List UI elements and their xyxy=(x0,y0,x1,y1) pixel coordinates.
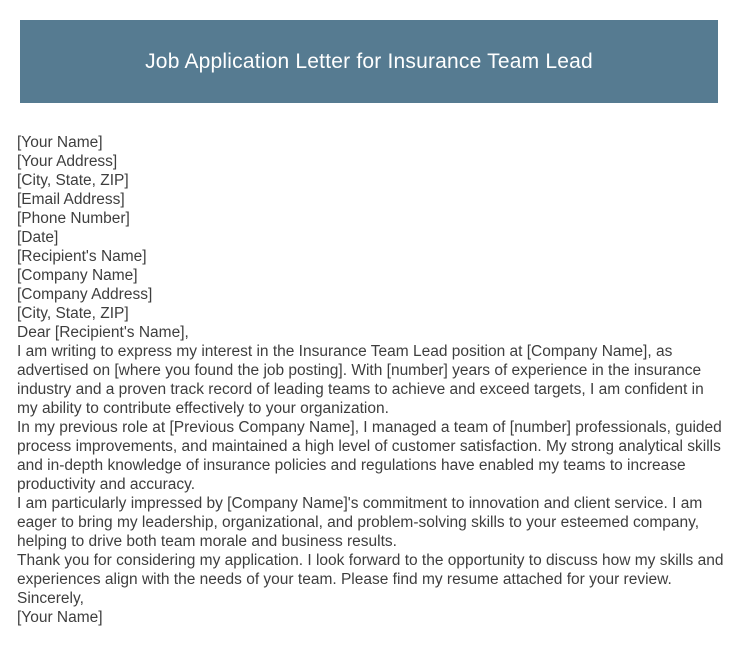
sender-name-line: [Your Name] xyxy=(17,134,103,151)
page-title: Job Application Letter for Insurance Team Lead xyxy=(145,49,593,73)
sender-address-line: [Your Address] xyxy=(17,153,118,170)
signature-line: [Your Name] xyxy=(17,609,103,626)
closing-line: Sincerely, xyxy=(17,590,84,607)
sender-email-line: [Email Address] xyxy=(17,191,125,208)
recipient-company-line: [Company Name] xyxy=(17,267,138,284)
paragraph-company-interest: I am particularly impressed by [Company Name]'s commitment to innovation and client service. I am eager to bring my leadership, organizational, and problem-solving skills to your esteemed company, helping to drive both team morale and business results. xyxy=(17,495,703,550)
recipient-company-address-line: [Company Address] xyxy=(17,286,153,303)
sender-phone-line: [Phone Number] xyxy=(17,210,130,227)
title-bar xyxy=(20,20,718,103)
salutation-line: Dear [Recipient's Name], xyxy=(17,324,189,341)
recipient-name-line: [Recipient's Name] xyxy=(17,248,147,265)
paragraph-thank-you: Thank you for considering my application. I look forward to the opportunity to discuss how my skills and experiences align with the needs of your team. Please find my resume attached for your review. xyxy=(17,552,724,588)
recipient-city-state-zip-line: [City, State, ZIP] xyxy=(17,305,129,322)
letter-body xyxy=(17,133,728,627)
paragraph-introduction: I am writing to express my interest in the Insurance Team Lead position at [Company Name], as advertised on [where you found the job posting]. With [number] years of experience in the insurance industry and a proven track record of leading teams to achieve and exceed targets, I am confident in my ability to contribute effectively to your organization. xyxy=(17,343,704,417)
sender-city-state-zip-line: [City, State, ZIP] xyxy=(17,172,129,189)
paragraph-experience: In my previous role at [Previous Company Name], I managed a team of [number] professionals, guided process improvements, and maintained a high level of customer satisfaction. My strong analytical skills and in-depth knowledge of insurance policies and regulations have enabled my teams to increase productivity and accuracy. xyxy=(17,419,722,493)
date-line: [Date] xyxy=(17,229,59,246)
